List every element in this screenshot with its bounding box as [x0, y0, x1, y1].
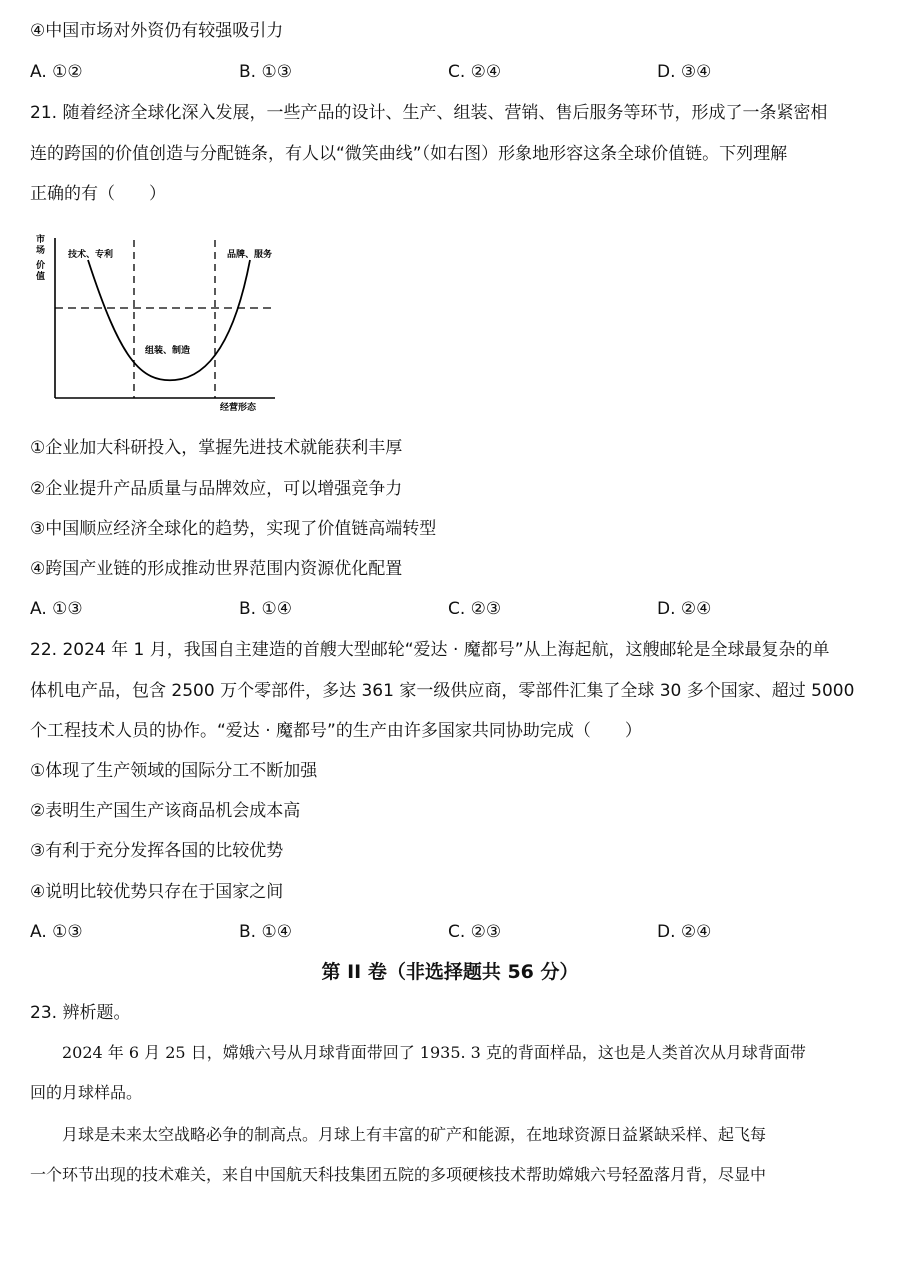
- q21-statement-3: ③中国顺应经济全球化的趋势，实现了价值链高端转型: [30, 519, 437, 539]
- q23-paragraph-line-4: 一个环节出现的技术难关，来自中国航天科技集团五院的多项硬核技术帮助嫦娥六号轻盈落月背，尽显中: [30, 1165, 767, 1184]
- q23-paragraph-line-3: 月球是未来太空战略必争的制高点。月球上有丰富的矿产和能源，在地球资源日益紧缺采样、起飞每: [30, 1125, 767, 1144]
- q22-option-b: B. ①④: [239, 922, 292, 942]
- label-brand-service: 品牌、服务: [227, 250, 273, 260]
- q21-stem-line-3: 正确的有（ ）: [30, 184, 166, 204]
- q20-options: [30, 61, 870, 83]
- q20-option-a: A. ①②: [30, 62, 83, 82]
- q20-statement-4: ④中国市场对外资仍有较强吸引力: [30, 21, 284, 41]
- smile-curve-figure: [30, 228, 290, 413]
- q20-option-b: B. ①③: [239, 62, 292, 82]
- q21-option-c: C. ②③: [448, 599, 502, 619]
- q22-statement-1: ①体现了生产领域的国际分工不断加强: [30, 761, 318, 781]
- q22-statement-3: ③有利于充分发挥各国的比较优势: [30, 841, 284, 861]
- q22-statement-4: ④说明比较优势只存在于国家之间: [30, 882, 284, 902]
- q22-option-c: C. ②③: [448, 922, 502, 942]
- q23-paragraph-line-1: 2024 年 6 月 25 日，嫦娥六号从月球背面带回了 1935. 3 克的背面样品，这也是人类首次从月球背面带: [30, 1043, 806, 1062]
- y-axis-label-1: 市: [36, 235, 46, 245]
- label-technology-patent: 技术、专利: [68, 250, 114, 260]
- q21-option-b: B. ①④: [239, 599, 292, 619]
- q22-option-a: A. ①③: [30, 922, 83, 942]
- section-title: 第 II 卷（非选择题共 56 分）: [321, 961, 579, 983]
- q21-options: [30, 598, 870, 620]
- q21-stem-line-1: 21. 随着经济全球化深入发展，一些产品的设计、生产、组装、营销、售后服务等环节，形成了一条紧密相: [30, 103, 828, 123]
- q21-option-d: D. ②④: [657, 599, 712, 619]
- label-assembly-manufacturing: 组装、制造: [145, 346, 191, 356]
- q22-stem-line-3: 个工程技术人员的协作。“爱达 · 魔都号”的生产由许多国家共同协助完成（ ）: [30, 721, 642, 741]
- q22-stem-line-2: 体机电产品，包含 2500 万个零部件，多达 361 家一级供应商，零部件汇集了全球 30 多个国家、超过 5000: [30, 681, 855, 701]
- q21-statement-4: ④跨国产业链的形成推动世界范围内资源优化配置: [30, 559, 403, 579]
- q23-paragraph-line-2: 回的月球样品。: [30, 1083, 143, 1102]
- smile-curve: [88, 260, 250, 380]
- y-axis-label-3: 价: [36, 261, 46, 271]
- q21-statement-1: ①企业加大科研投入，掌握先进技术就能获利丰厚: [30, 438, 403, 458]
- y-axis-label-4: 值: [36, 272, 46, 282]
- q21-option-a: A. ①③: [30, 599, 83, 619]
- q22-option-d: D. ②④: [657, 922, 712, 942]
- q22-options: [30, 921, 870, 943]
- x-axis-label: 经营形态: [220, 403, 257, 413]
- q20-option-c: C. ②④: [448, 62, 502, 82]
- q20-option-d: D. ③④: [657, 62, 712, 82]
- q22-stem-line-1: 22. 2024 年 1 月，我国自主建造的首艘大型邮轮“爱达 · 魔都号”从上海起航，这艘邮轮是全球最复杂的单: [30, 640, 830, 660]
- q23-heading: 23. 辨析题。: [30, 1003, 131, 1023]
- q21-stem-line-2: 连的跨国的价值创造与分配链条，有人以“微笑曲线”（如右图）形象地形容这条全球价值链。下列理解: [30, 144, 788, 164]
- q21-statement-2: ②企业提升产品质量与品牌效应，可以增强竞争力: [30, 479, 403, 499]
- q22-statement-2: ②表明生产国生产该商品机会成本高: [30, 801, 301, 821]
- y-axis-label-2: 场: [36, 246, 46, 256]
